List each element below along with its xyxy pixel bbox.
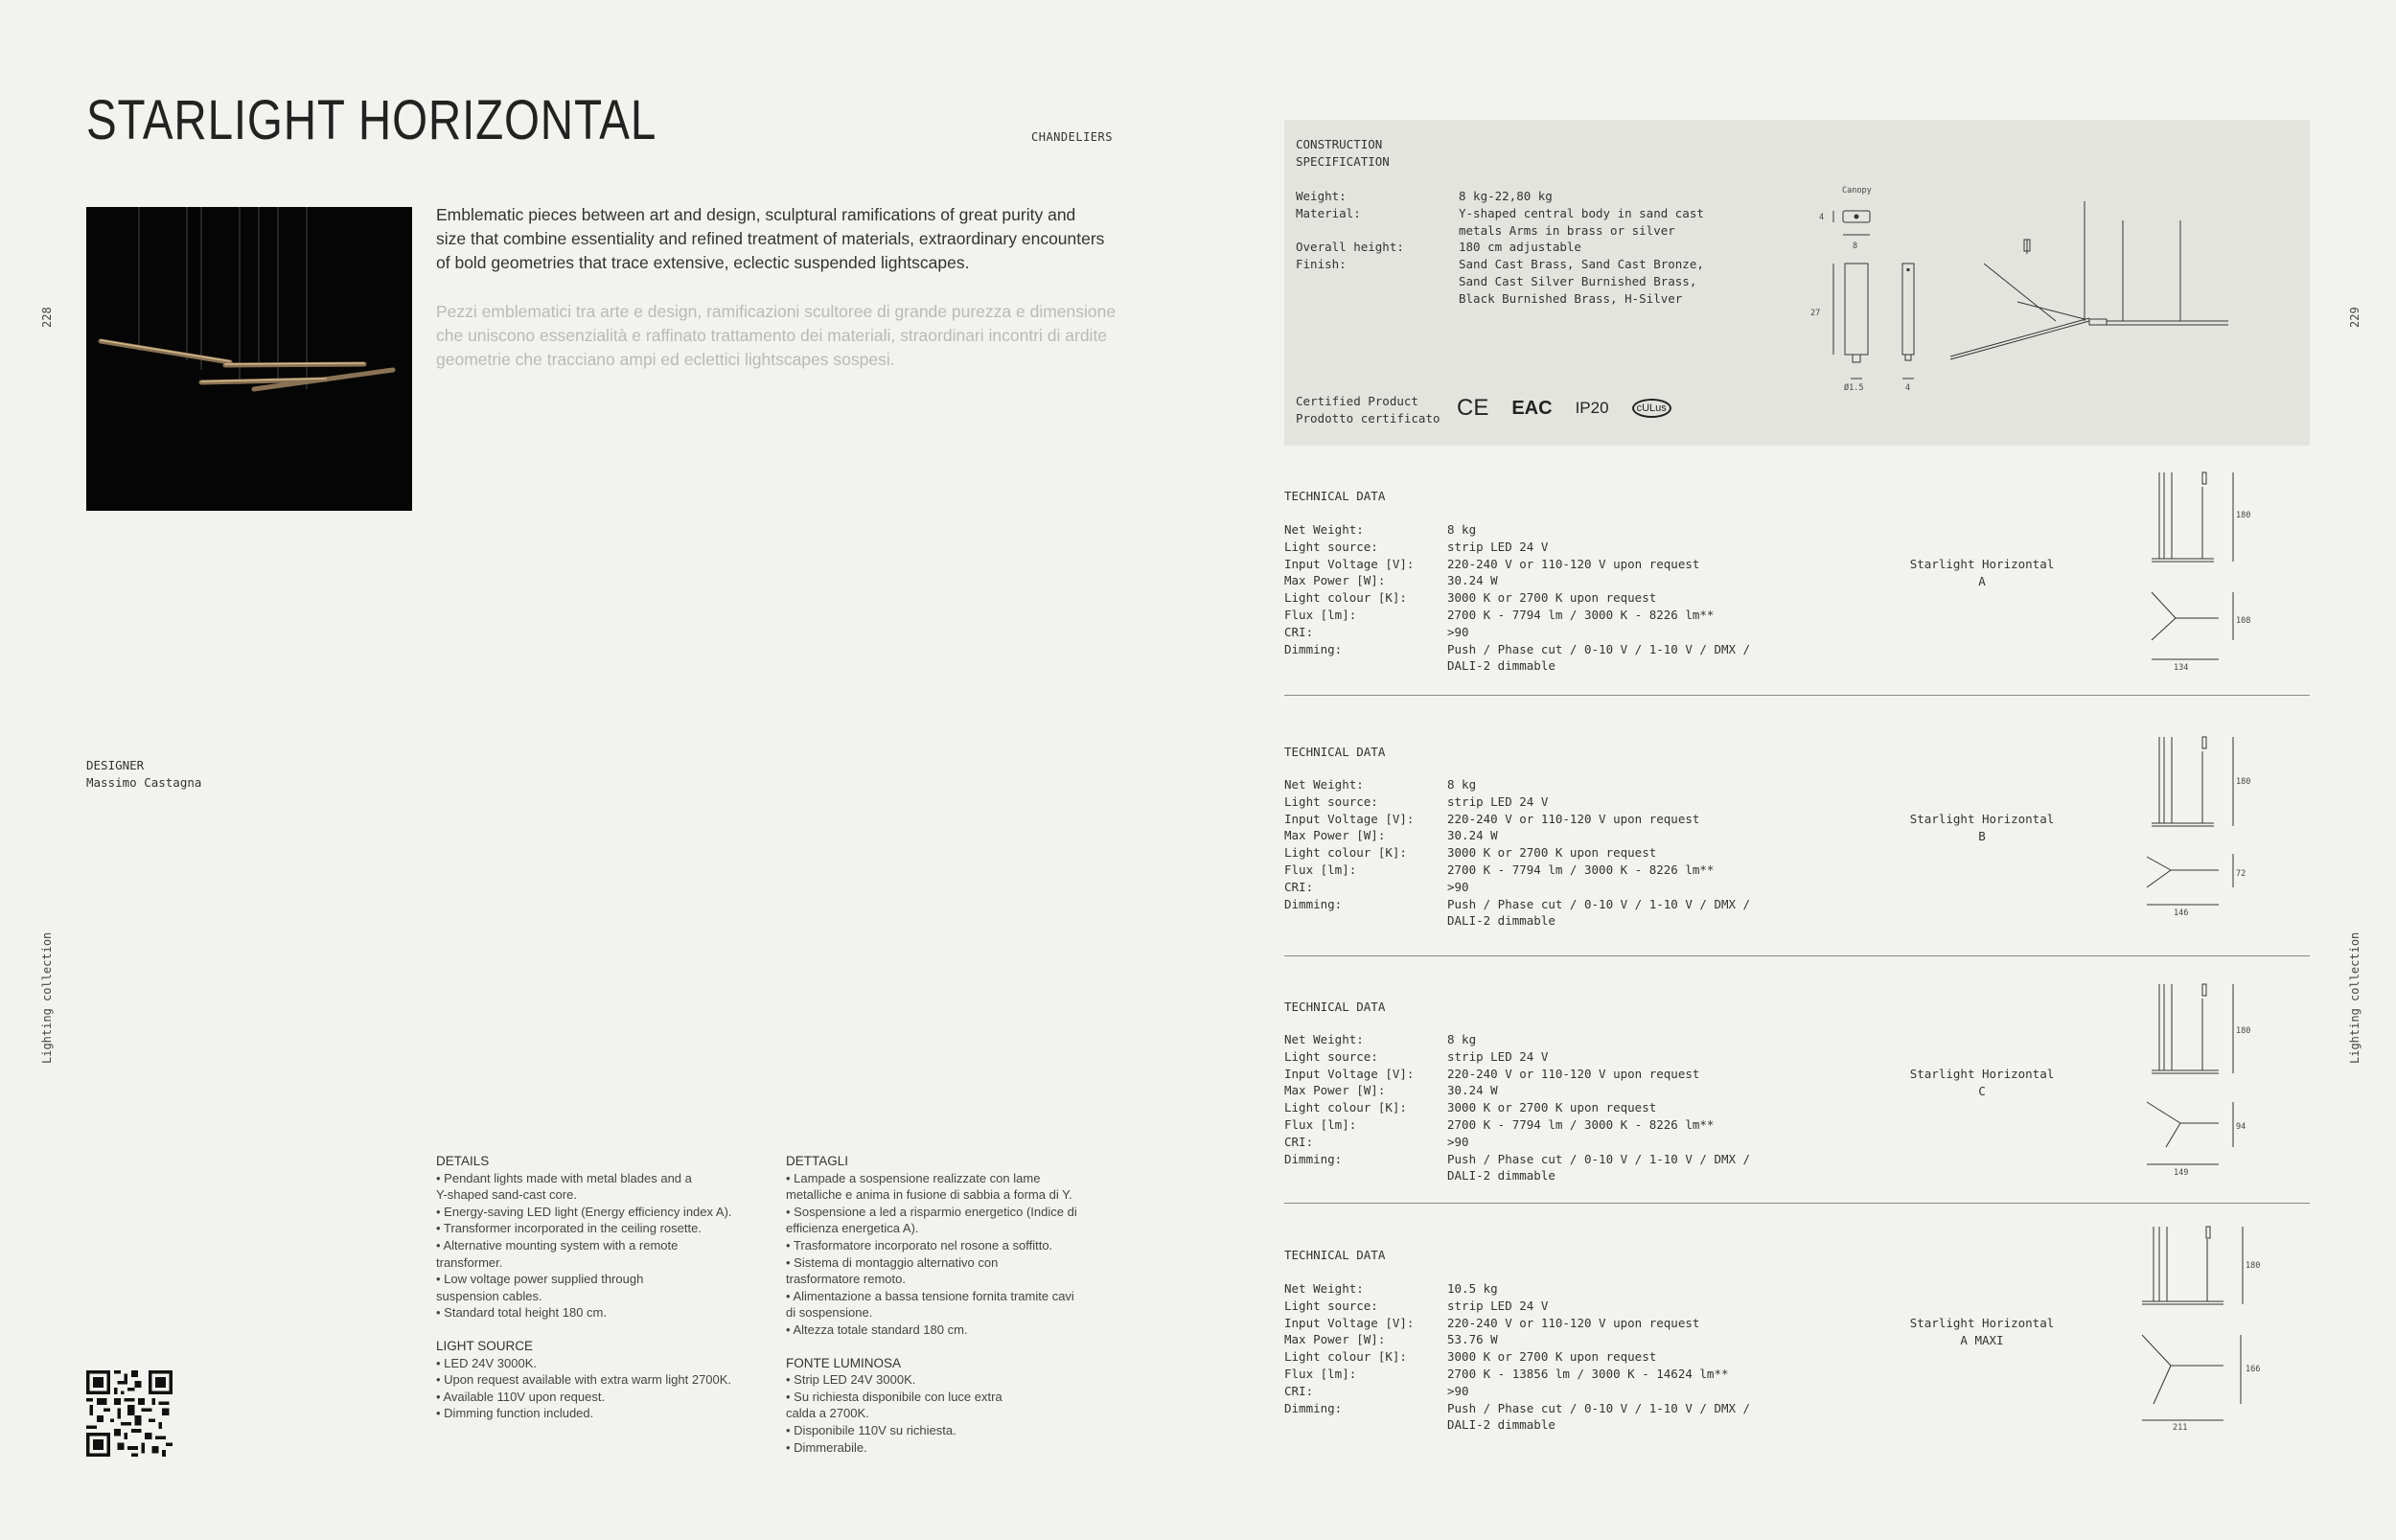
tech-row: Light source: strip LED 24 V [1284, 1298, 1549, 1313]
model-c-height-dim: 180 [2236, 1026, 2251, 1036]
tech-row: Flux [lm]: 2700 K - 7794 lm / 3000 K - 8226 lm** [1284, 862, 1715, 877]
body-diameter-dim: Ø1.5 [1844, 383, 1864, 393]
tech-row: Light colour [K]: 3000 K or 2700 K upon request [1284, 1100, 1657, 1115]
tech-row: Dimming: Push / Phase cut / 0-10 V / 1-10 V / DMX / DALI-2 dimmable [1284, 1400, 1751, 1433]
dettagli-list: • Lampade a sospensione realizzate con lame metalliche e anima in fusione di sabbia a forma di Y. • Sospensione a led a risparmio energetico (Indice di efficienza energetica A). • Trasformatore incorporato nel rosone a soffitto. • Sistema di montaggio alternativo con trasformatore remoto. • Alimentazione a bassa tensione fornita tramite cavi di sospensione. • Altezza totale standard 180 cm. [786, 1170, 1077, 1337]
tech-row: Max Power [W]: 53.76 W [1284, 1332, 1498, 1347]
tech-row: Light colour [K]: 3000 K or 2700 K upon request [1284, 845, 1657, 861]
spec-row: Overall height: 180 cm adjustable [1296, 240, 1581, 255]
divider [1284, 1203, 2310, 1204]
technical-data-title-a: TECHNICAL DATA [1284, 489, 1386, 503]
side-label-left: Lighting collection [40, 931, 54, 1064]
tech-row: Light source: strip LED 24 V [1284, 539, 1549, 554]
product-photo [86, 207, 412, 511]
tech-row: Dimming: Push / Phase cut / 0-10 V / 1-10 V / DMX / DALI-2 dimmable [1284, 1151, 1751, 1184]
model-name-b: Starlight Horizontal B [1909, 812, 2055, 843]
divider [1284, 955, 2310, 956]
model-b-width-dim: 146 [2174, 908, 2189, 918]
body-width-dim: 4 [1905, 383, 1911, 393]
ip20-label: IP20 [1575, 399, 1609, 417]
tech-row: Net Weight: 8 kg [1284, 777, 1477, 792]
tech-row: Dimming: Push / Phase cut / 0-10 V / 1-10 V / DMX / DALI-2 dimmable [1284, 641, 1751, 674]
model-name-maxi: Starlight Horizontal A MAXI [1909, 1316, 2055, 1347]
tech-row: Input Voltage [V]: 220-240 V or 110-120 V upon request [1284, 811, 1700, 826]
certification-marks [1457, 395, 1671, 422]
details-heading: DETAILS [436, 1154, 490, 1168]
designer-name: Massimo Castagna [86, 775, 202, 790]
canopy-label: Canopy [1842, 186, 1872, 195]
qr-code[interactable] [86, 1370, 173, 1457]
eac-mark-icon: EAC [1511, 397, 1553, 419]
tech-row: Flux [lm]: 2700 K - 13856 lm / 3000 K - 14624 lm** [1284, 1366, 1729, 1381]
canopy-width-dim: 8 [1853, 241, 1858, 251]
model-maxi-depth-dim: 166 [2246, 1365, 2261, 1374]
tech-row: Light source: strip LED 24 V [1284, 793, 1549, 809]
certified-line1: Certified Product [1296, 394, 1418, 408]
model-b-height-dim: 180 [2236, 777, 2251, 787]
page-number-right: 229 [2348, 307, 2361, 328]
construction-drawing [1816, 196, 2247, 388]
tech-row: Flux [lm]: 2700 K - 7794 lm / 3000 K - 8226 lm** [1284, 1116, 1715, 1132]
spec-row: Finish: Sand Cast Brass, Sand Cast Bronze, Sand Cast Silver Burnished Brass, Black Burnished Brass, H-Silver [1296, 257, 1704, 306]
technical-data-title-b: TECHNICAL DATA [1284, 745, 1386, 759]
tech-row: Net Weight: 8 kg [1284, 1032, 1477, 1046]
details-italian [786, 1153, 1121, 1456]
model-c-width-dim: 149 [2174, 1168, 2189, 1178]
model-c-drawing [2137, 979, 2262, 1181]
tech-row: Light colour [K]: 3000 K or 2700 K upon request [1284, 590, 1657, 606]
technical-data-b [1284, 776, 1763, 930]
spec-title-line2: SPECIFICATION [1296, 154, 1390, 169]
details-english [436, 1153, 772, 1422]
technical-data-a [1284, 521, 1763, 675]
technical-data-title-c: TECHNICAL DATA [1284, 1000, 1386, 1014]
category-label: CHANDELIERS [1031, 130, 1113, 144]
tech-row: Net Weight: 10.5 kg [1284, 1281, 1498, 1296]
body-height-dim: 27 [1810, 309, 1821, 318]
side-label-right: Lighting collection [2348, 931, 2361, 1064]
model-a-depth-dim: 108 [2236, 616, 2251, 626]
designer-block [86, 757, 201, 792]
model-c-depth-dim: 94 [2236, 1122, 2246, 1132]
model-name-c: Starlight Horizontal C [1909, 1067, 2055, 1098]
tech-row: Max Power [W]: 30.24 W [1284, 828, 1498, 843]
tech-row: Net Weight: 8 kg [1284, 522, 1477, 537]
divider [1284, 695, 2310, 696]
light-source-heading: LIGHT SOURCE [436, 1338, 534, 1353]
ce-mark-icon: CE [1457, 395, 1489, 421]
model-a-height-dim: 180 [2236, 511, 2251, 520]
model-b-depth-dim: 72 [2236, 869, 2246, 879]
tech-row: Flux [lm]: 2700 K - 7794 lm / 3000 K - 8226 lm** [1284, 607, 1715, 622]
canopy-height-dim: 4 [1819, 213, 1825, 222]
page-number-left: 228 [40, 307, 54, 328]
tech-row: CRI: >90 [1284, 1134, 1469, 1149]
spec-row: Weight: 8 kg-22,80 kg [1296, 189, 1553, 203]
certified-line2: Prodotto certificato [1296, 411, 1440, 425]
technical-data-title-maxi: TECHNICAL DATA [1284, 1248, 1386, 1262]
tech-row: Light source: strip LED 24 V [1284, 1048, 1549, 1064]
certified-product-label [1296, 393, 1440, 427]
construction-spec-title [1296, 136, 1390, 171]
tech-row: CRI: >90 [1284, 1383, 1469, 1398]
spec-title-line1: CONSTRUCTION [1296, 137, 1383, 151]
tech-row: Input Voltage [V]: 220-240 V or 110-120 V upon request [1284, 556, 1700, 571]
tech-row: Max Power [W]: 30.24 W [1284, 573, 1498, 588]
light-source-list: • LED 24V 3000K. • Upon request available with extra warm light 2700K. • Available 110V upon request. • Dimming function included. [436, 1355, 732, 1421]
tech-row: Light colour [K]: 3000 K or 2700 K upon request [1284, 1349, 1657, 1365]
tech-row: Max Power [W]: 30.24 W [1284, 1083, 1498, 1098]
page-title: STARLIGHT HORIZONTAL [86, 89, 657, 151]
tech-row: CRI: >90 [1284, 879, 1469, 894]
technical-data-maxi [1284, 1280, 1763, 1434]
designer-label: DESIGNER [86, 758, 145, 772]
model-name-a: Starlight Horizontal A [1909, 557, 2055, 588]
description-italian: Pezzi emblematici tra arte e design, ramificazioni scultoree di grande purezza e dimensione che uniscono essenzialità e raffinato trattamento dei materiali, straordinari incontri di ardite geometrie che tracciano ampi ed eclettici lightscapes sospesi. [436, 302, 1117, 369]
model-b-drawing [2137, 732, 2262, 924]
tech-row: Input Voltage [V]: 220-240 V or 110-120 V upon request [1284, 1066, 1700, 1081]
tech-row: CRI: >90 [1284, 624, 1469, 639]
details-list: • Pendant lights made with metal blades and a Y-shaped sand-cast core. • Energy-saving LED light (Energy efficiency index A). • Transformer incorporated in the ceiling rosette. • Alternative mounting system with a remote transformer. • Low voltage power supplied through suspension cables. • Standard total height 180 cm. [436, 1170, 732, 1321]
model-maxi-height-dim: 180 [2246, 1261, 2261, 1271]
model-maxi-width-dim: 211 [2173, 1423, 2188, 1433]
culus-mark-icon: cULus [1632, 399, 1671, 418]
spec-row: Material: Y-shaped central body in sand cast metals Arms in brass or silver [1296, 205, 1704, 238]
model-a-drawing [2137, 468, 2262, 678]
description-english: Emblematic pieces between art and design, sculptural ramifications of great purity and size that combine essentiality and refined treatment of materials, extraordinary encounters of bold geometries that trace extensive, eclectic suspended lightscapes. [436, 205, 1105, 272]
fonte-luminosa-list: • Strip LED 24V 3000K. • Su richiesta disponibile con luce extra calda a 2700K. • Disponibile 110V su richiesta. • Dimmerabile. [786, 1372, 1002, 1455]
technical-data-c [1284, 1031, 1763, 1184]
dettagli-heading: DETTAGLI [786, 1154, 849, 1168]
construction-spec-rows [1296, 188, 1775, 308]
model-a-width-dim: 134 [2174, 663, 2189, 673]
tech-row: Input Voltage [V]: 220-240 V or 110-120 V upon request [1284, 1315, 1700, 1330]
fonte-luminosa-heading: FONTE LUMINOSA [786, 1355, 902, 1370]
model-maxi-drawing [2132, 1222, 2267, 1433]
tech-row: Dimming: Push / Phase cut / 0-10 V / 1-10 V / DMX / DALI-2 dimmable [1284, 896, 1751, 929]
